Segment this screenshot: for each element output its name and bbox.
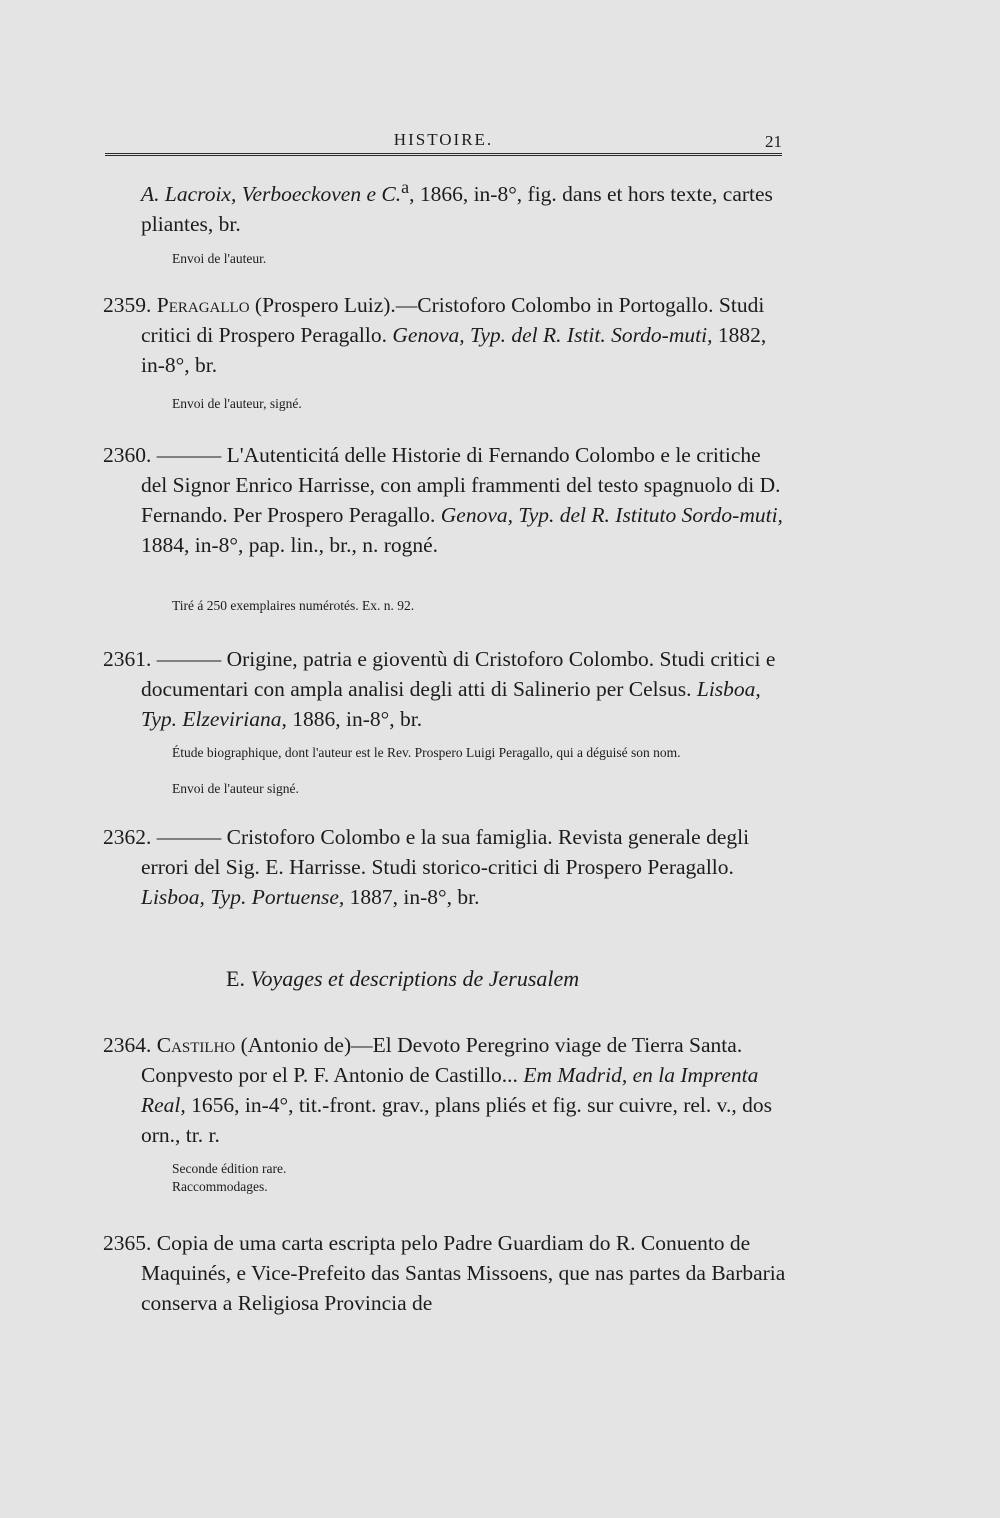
entry-imprint: Lisboa, Typ. Portuense, — [141, 885, 345, 909]
entry-text-end: 1886, in-8°, br. — [286, 707, 423, 731]
entry-2362 — [103, 822, 786, 912]
section-title: Voyages et descriptions de Jerusalem — [250, 966, 580, 991]
section-heading — [226, 966, 579, 992]
entry-text-end: 1887, in-8°, br. — [344, 885, 480, 909]
note-etude: Étude biographique, dont l'auteur est le Rev. Prospero Luigi Peragallo, qui a déguisé son nom. — [172, 745, 681, 760]
entry-text: Copia de uma carta escripta pelo Padre Guardiam do R. Conuento de Maquinés, e Vice-Prefeito das Santas Missoens, que nas partes da Barbaria conserva a Religiosa Provincia de — [141, 1231, 786, 1315]
page-number: 21 — [765, 132, 782, 151]
entry-2365 — [103, 1228, 786, 1318]
entry-text-end: 1882, in-8°, br. — [141, 323, 767, 377]
entry-sup: a — [401, 177, 410, 197]
entry-text-end: 1884, in-8°, pap. lin., br., n. rogné. — [141, 533, 439, 557]
header-rule — [105, 153, 782, 156]
entry-number: 2362. — [103, 825, 152, 849]
entry-2364 — [103, 1030, 786, 1150]
entry-text: (Prospero Luiz).—Cristoforo Colombo in Portogallo. Studi critici di Prospero Peragallo. — [141, 293, 765, 347]
entry-text: ——— Cristoforo Colombo e la sua famiglia. Revista generale degli errori del Sig. E. Harrisse. Studi storico-critici di Prospero Peragallo. — [141, 825, 750, 879]
running-header — [105, 130, 782, 156]
entry-imprint: Genova, Typ. del R. Istit. Sordo-muti, — [392, 323, 713, 347]
note-envoi-3: Envoi de l'auteur signé. — [172, 781, 299, 796]
entry-text: ——— Origine, patria e gioventù di Cristoforo Colombo. Studi critici e documentari con ampla analisi degli atti di Salinerio per Celsus. — [141, 647, 776, 701]
entry-number: 2365. — [103, 1231, 152, 1255]
entry-number: 2364. — [103, 1033, 152, 1057]
section-letter: E. — [226, 966, 245, 991]
entry-text: (Antonio de)—El Devoto Peregrino viage de Tierra Santa. Conpvesto por el P. F. Antonio de Castillo... — [141, 1033, 743, 1087]
entry-imprint: Em Madrid, en la Imprenta Real, — [141, 1063, 759, 1117]
entry-2360 — [103, 440, 786, 560]
entry-continuation — [141, 172, 786, 239]
entry-text: , 1866, in-8°, fig. dans et hors texte, cartes pliantes, br. — [141, 182, 773, 237]
entry-author: Castilho — [156, 1033, 236, 1057]
entry-author: Peragallo — [156, 293, 250, 317]
note-raccommodages: Raccommodages. — [172, 1179, 268, 1194]
header-title: HISTOIRE. — [393, 130, 494, 149]
note-envoi-1: Envoi de l'auteur. — [172, 251, 267, 266]
entry-imprint: A. Lacroix, Verboeckoven e C. — [141, 182, 402, 207]
note-envoi-2: Envoi de l'auteur, signé. — [172, 396, 302, 411]
entry-imprint: Lisboa, Typ. Elzeviriana, — [141, 677, 761, 731]
note-tirage: Tiré á 250 exemplaires numérotés. Ex. n. 92. — [172, 598, 415, 613]
entry-number: 2359. — [103, 293, 152, 317]
entry-2361 — [103, 644, 786, 734]
entry-number: 2360. — [103, 443, 152, 467]
entry-number: 2361. — [103, 647, 152, 671]
entry-text: ——— L'Autenticitá delle Historie di Fernando Colombo e le critiche del Signor Enrico Harrisse, con ampli frammenti del testo spagnuolo di D. Fernando. Per Prospero Peragallo. — [141, 443, 781, 527]
entry-2359 — [103, 290, 786, 380]
entry-text-end: 1656, in-4°, tit.-front. grav., plans pliés et fig. sur cuivre, rel. v., dos orn., tr. r. — [141, 1093, 772, 1147]
note-edition: Seconde édition rare. — [172, 1161, 287, 1176]
entry-imprint: Genova, Typ. del R. Istituto Sordo-muti, — [440, 503, 783, 527]
